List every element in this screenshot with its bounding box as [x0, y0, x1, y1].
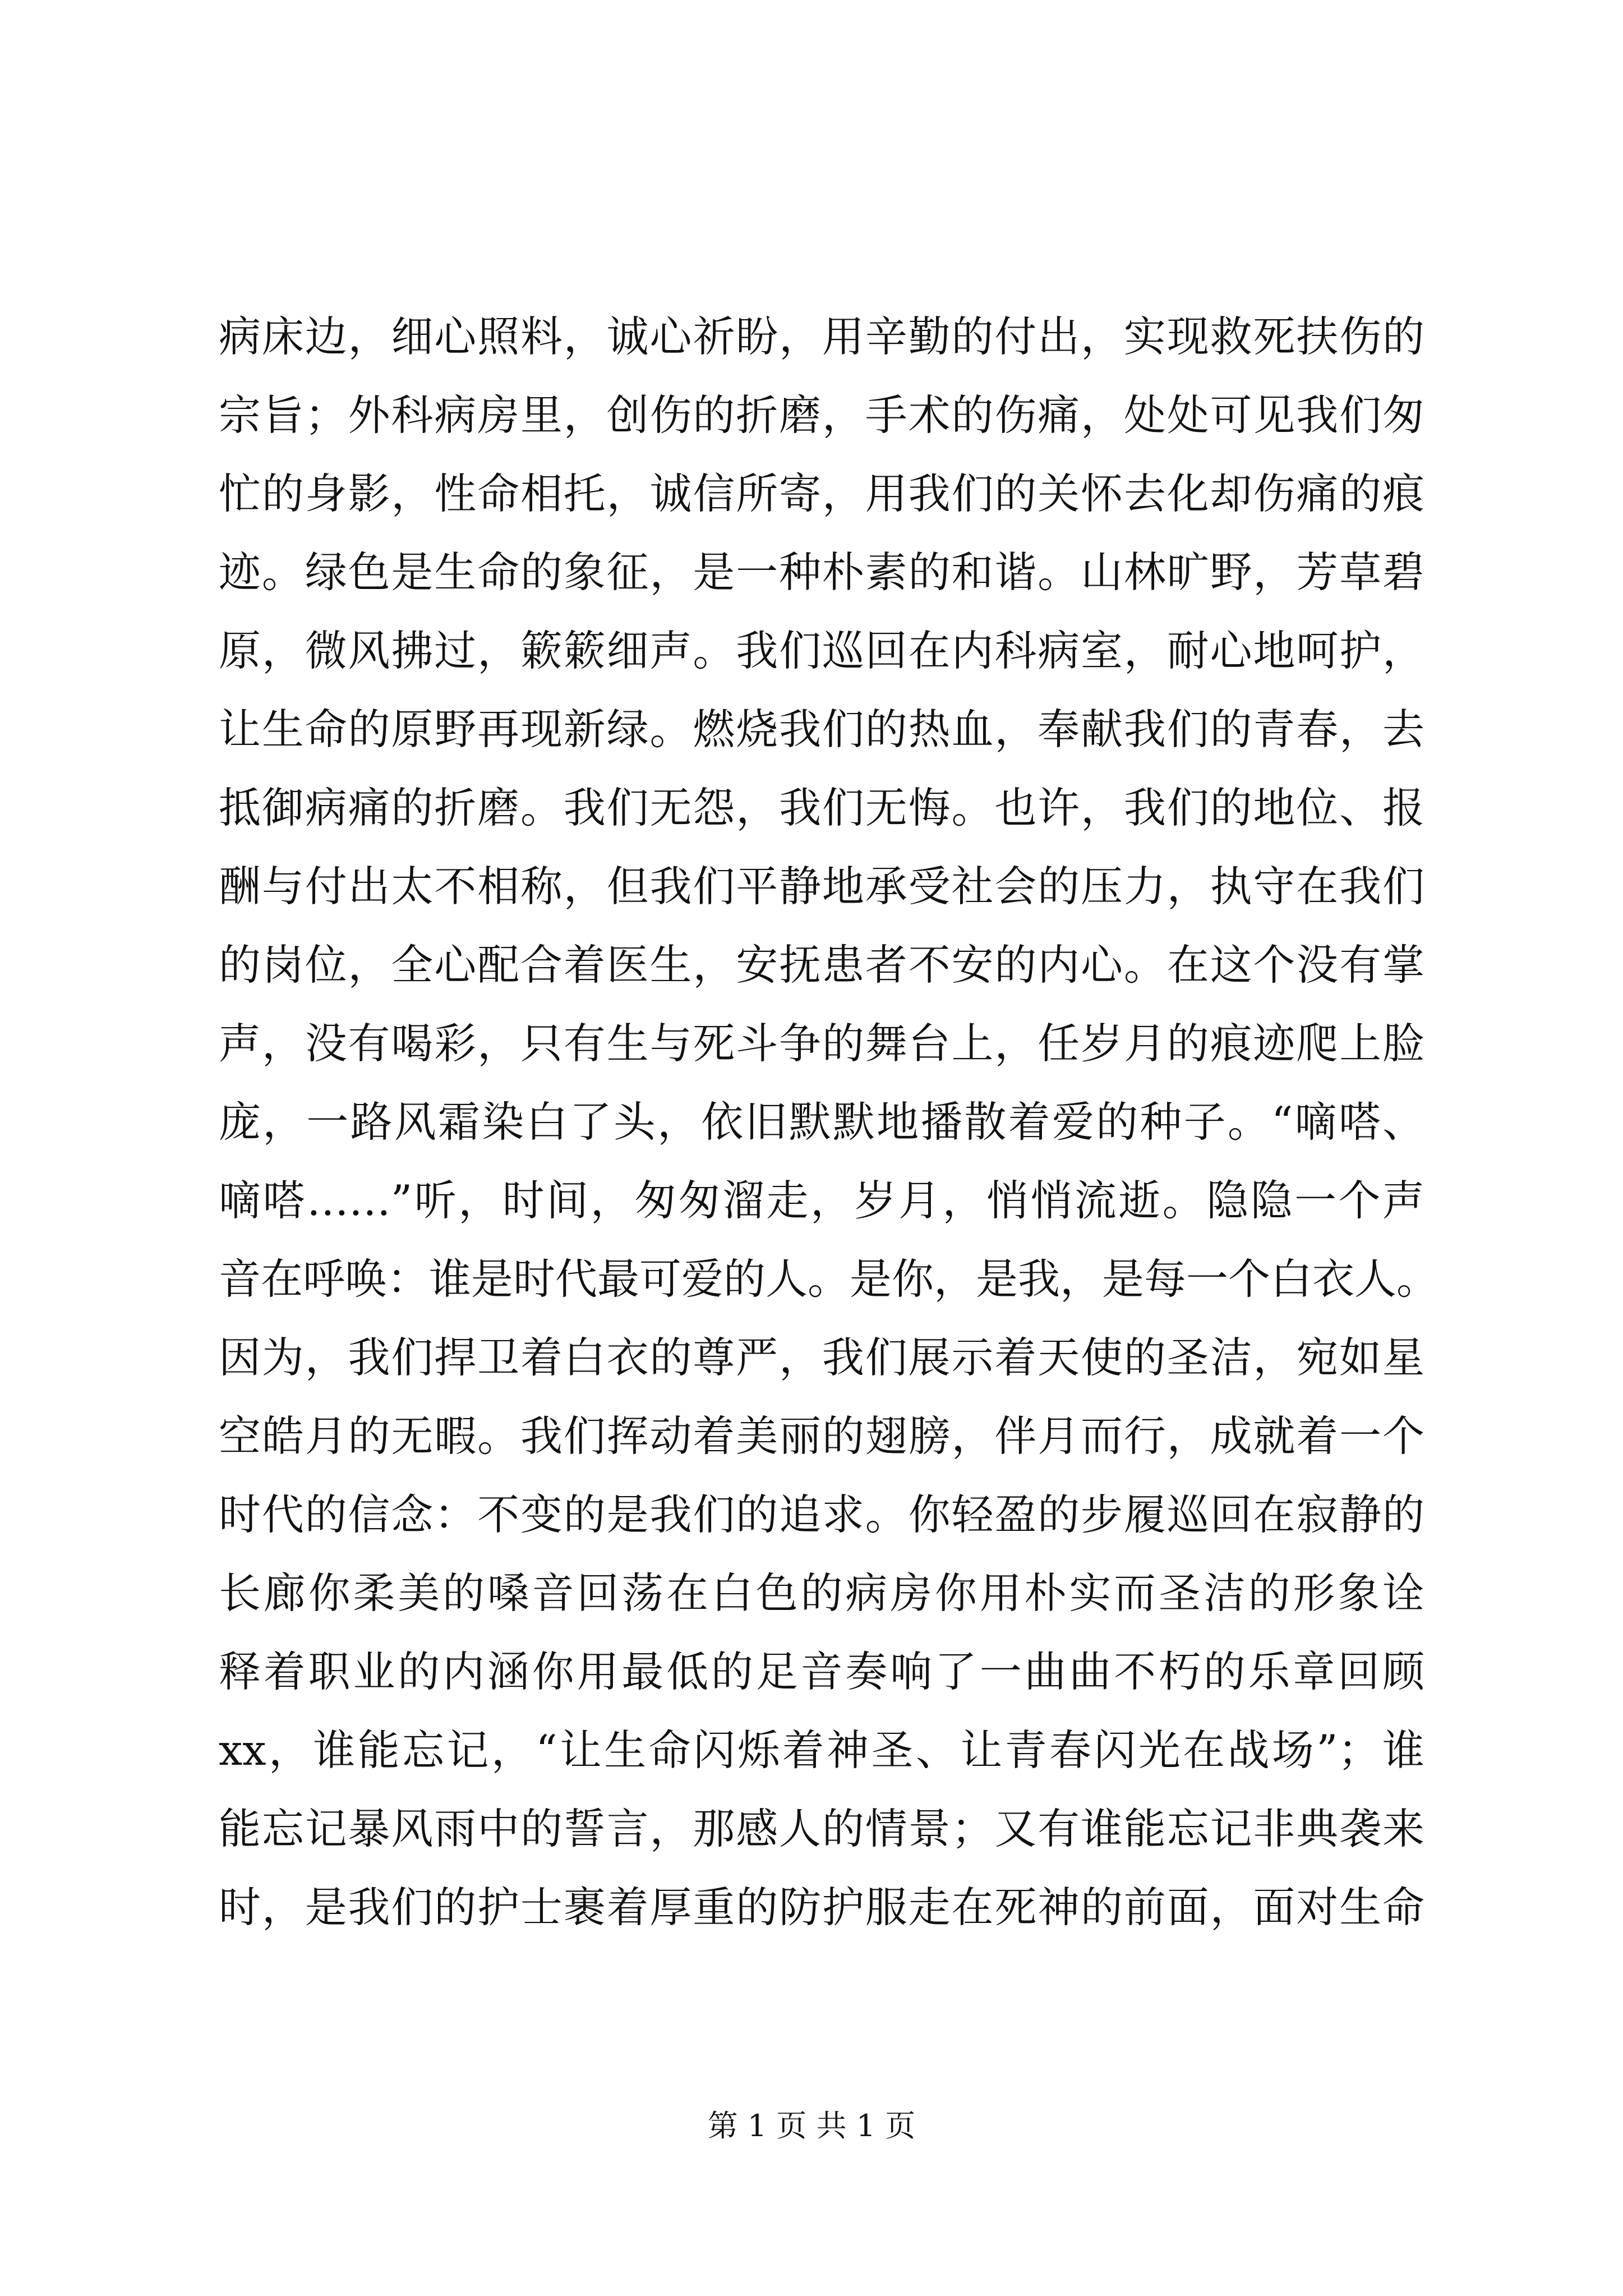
text-line: 抵御病痛的折磨。我们无怨，我们无悔。也许，我们的地位、报	[219, 783, 1424, 832]
text-line: 酬与付出太不相称，但我们平静地承受社会的压力，执守在我们	[219, 862, 1424, 911]
text-line: 空皓月的无暇。我们挥动着美丽的翅膀，伴月而行，成就着一个	[219, 1411, 1424, 1461]
text-line: 因为，我们捍卫着白衣的尊严，我们展示着天使的圣洁，宛如星	[219, 1333, 1424, 1382]
text-line: xx，谁能忘记，“让生命闪烁着神圣、让青春闪光在战场”；谁	[219, 1726, 1424, 1775]
text-line: 时，是我们的护士裹着厚重的防护服走在死神的前面，面对生命	[219, 1883, 1424, 1932]
text-line: 能忘记暴风雨中的誓言，那感人的情景；又有谁能忘记非典袭来	[219, 1804, 1424, 1853]
text-line: 时代的信念：不变的是我们的追求。你轻盈的步履巡回在寂静的	[219, 1490, 1424, 1539]
text-line: 原，微风拂过，簌簌细声。我们巡回在内科病室，耐心地呵护，	[219, 626, 1424, 675]
text-line: 迹。绿色是生命的象征，是一种朴素的和谐。山林旷野，芳草碧	[219, 547, 1424, 597]
page-number-label: 第 1 页 共 1 页	[707, 2108, 916, 2143]
text-line: 忙的身影，性命相托，诚信所寄，用我们的关怀去化却伤痛的痕	[219, 469, 1424, 518]
text-line: 音在呼唤：谁是时代最可爱的人。是你，是我，是每一个白衣人。	[219, 1254, 1439, 1304]
text-line: 长廊你柔美的嗓音回荡在白色的病房你用朴实而圣洁的形象诠	[219, 1568, 1424, 1618]
text-line: 病床边，细心照料，诚心祈盼，用辛勤的付出，实现救死扶伤的	[219, 312, 1424, 361]
page-footer	[0, 2106, 1623, 2146]
text-line: 的岗位，全心配合着医生，安抚患者不安的内心。在这个没有掌	[219, 940, 1424, 990]
text-line: 声，没有喝彩，只有生与死斗争的舞台上，任岁月的痕迹爬上脸	[219, 1019, 1424, 1068]
text-line: 嘀嗒……”听，时间，匆匆溜走，岁月，悄悄流逝。隐隐一个声	[219, 1176, 1424, 1225]
text-line: 庞，一路风霜染白了头，依旧默默地播散着爱的种子。“嘀嗒、	[219, 1097, 1424, 1147]
text-line: 释着职业的内涵你用最低的足音奏响了一曲曲不朽的乐章回顾	[219, 1647, 1424, 1696]
text-line: 宗旨；外科病房里，创伤的折磨，手术的伤痛，处处可见我们匆	[219, 390, 1424, 440]
text-line: 让生命的原野再现新绿。燃烧我们的热血，奉献我们的青春，去	[219, 705, 1424, 754]
body-text	[219, 297, 1439, 1947]
